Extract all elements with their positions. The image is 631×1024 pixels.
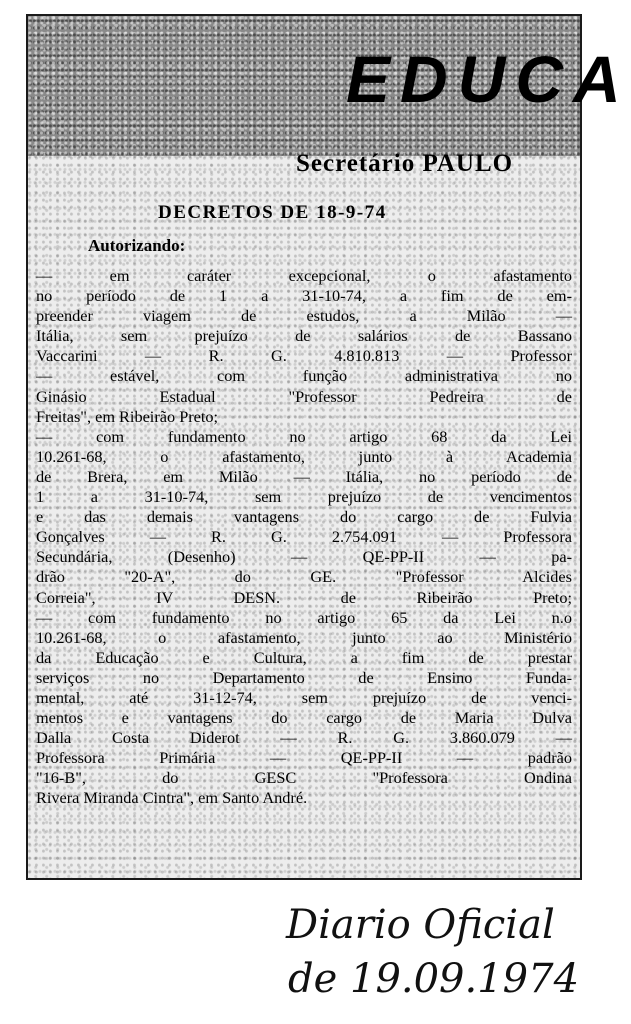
body-line: serviços no Departamento de Ensino Funda- — [36, 667, 572, 687]
article-body — [36, 266, 572, 809]
body-line: 10.261-68, o afastamento, junto ao Ministério — [36, 627, 572, 647]
body-line: da Educação e Cultura, a fim de prestar — [36, 647, 572, 667]
body-line: drão "20-A", do GE. "Professor Alcides — [36, 567, 572, 587]
body-line: — com fundamento no artigo 65 da Lei n.o — [36, 607, 572, 627]
body-line: Correia", IV DESN. de Ribeirão Preto; — [36, 587, 572, 607]
handwritten-annotation — [286, 898, 586, 1006]
body-line: 1 a 31-10-74, sem prejuízo de vencimentos — [36, 487, 572, 507]
body-line: Gonçalves — R. G. 2.754.091 — Professora — [36, 527, 572, 547]
body-line: de Brera, em Milão — Itália, no período de — [36, 466, 572, 486]
decree-intro: Autorizando: — [88, 236, 186, 255]
body-line: 10.261-68, o afastamento, junto à Academia — [36, 446, 572, 466]
body-line: mental, até 31-12-74, sem prejuízo de venci- — [36, 687, 572, 707]
body-line: e das demais vantagens do cargo de Fulvia — [36, 507, 572, 527]
annotation-publication: Diario Oficial — [286, 902, 555, 948]
body-line: Itália, sem prejuízo de salários de Bassano — [36, 326, 572, 346]
body-line: — estável, com função administrativa no — [36, 366, 572, 386]
byline: Secretário PAULO — [296, 150, 514, 177]
body-line: no período de 1 a 31-10-74, a fim de em- — [36, 286, 572, 306]
decree-heading: DECRETOS DE 18-9-74 — [158, 202, 387, 223]
body-line: mentos e vantagens do cargo de Maria Dulva — [36, 708, 572, 728]
body-line: Ginásio Estadual "Professor Pedreira de — [36, 386, 572, 406]
body-line: Freitas", em Ribeirão Preto; — [36, 406, 219, 426]
body-line: Secundária, (Desenho) — QE-PP-II — pa- — [36, 547, 572, 567]
body-line: Rivera Miranda Cintra", em Santo André. — [36, 788, 308, 808]
body-line: — em caráter excepcional, o afastamento — [36, 266, 572, 285]
body-line: Professora Primária — QE-PP-II — padrão — [36, 748, 572, 768]
section-title: EDUCA — [346, 42, 631, 116]
annotation-date: de 19.09.1974 — [288, 956, 580, 1002]
header-halftone-band — [28, 16, 631, 156]
body-line: "16-B", do GESC "Professora Ondina — [36, 768, 572, 788]
body-line: preender viagem de estudos, a Milão — — [36, 306, 572, 326]
body-line: Vaccarini — R. G. 4.810.813 — Professor — [36, 346, 572, 366]
body-line: — com fundamento no artigo 68 da Lei — [36, 426, 572, 446]
body-line: Dalla Costa Diderot — R. G. 3.860.079 — — [36, 728, 572, 748]
newspaper-clipping — [26, 14, 631, 880]
